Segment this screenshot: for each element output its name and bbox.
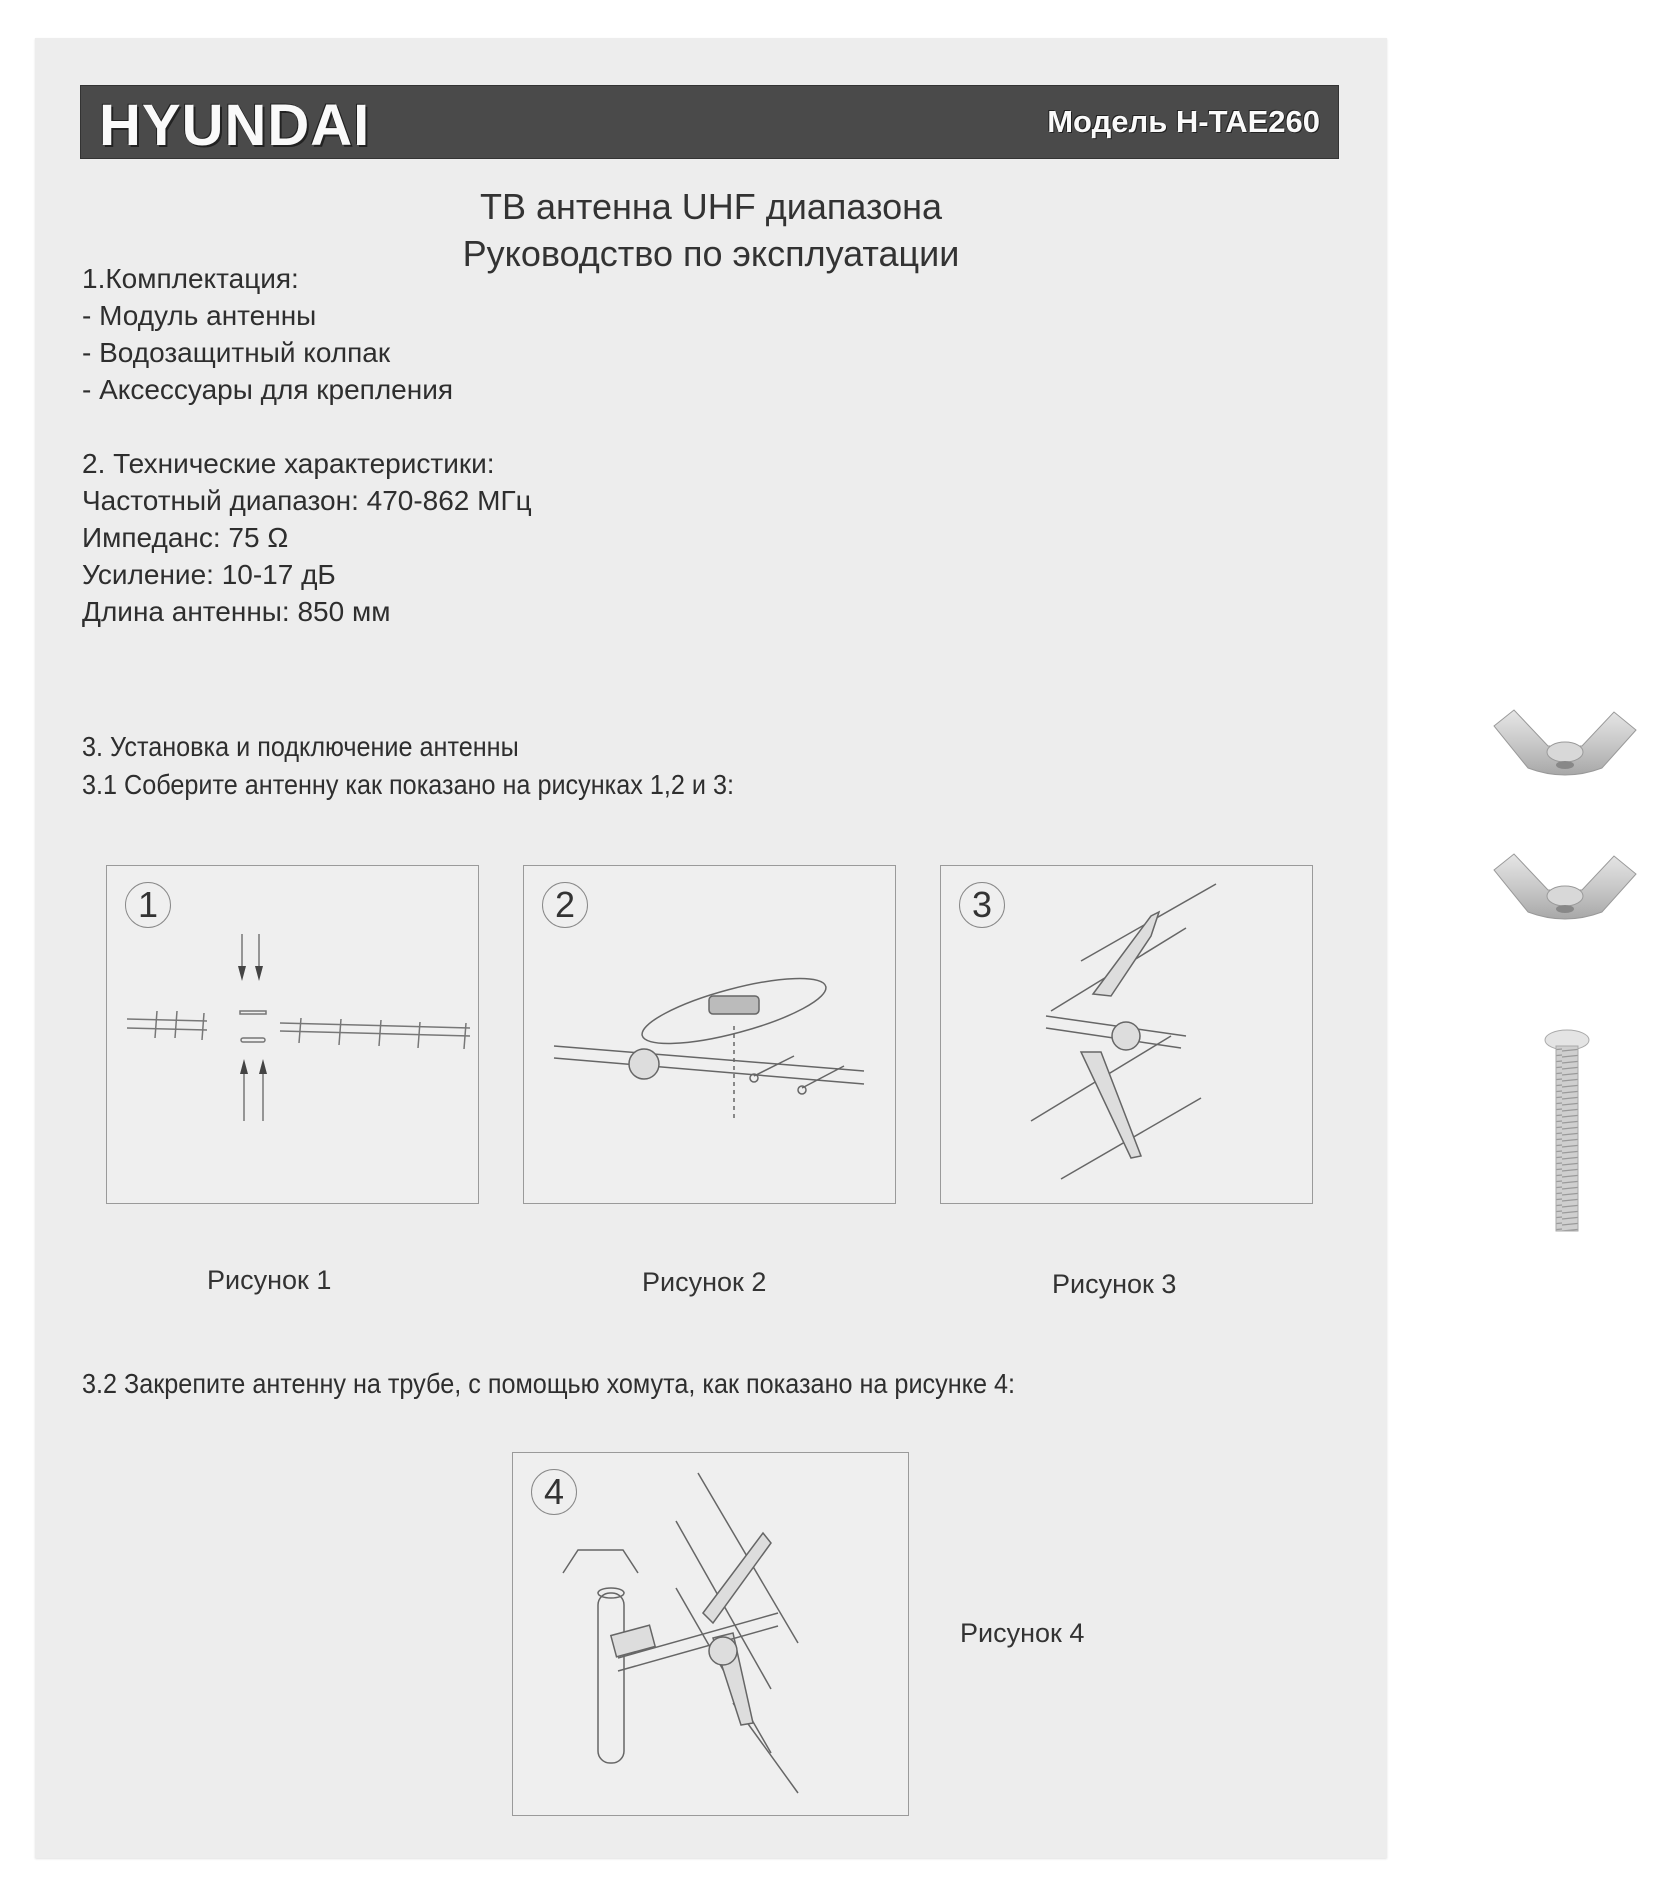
document-subtitle: Руководство по эксплуатации bbox=[462, 233, 960, 274]
wing-nut-icon bbox=[1490, 698, 1640, 776]
figure-3 bbox=[940, 865, 1313, 1204]
model-number: Модель H-TAE260 bbox=[1047, 104, 1320, 139]
header-bar bbox=[80, 85, 1339, 159]
figure-number: 1 bbox=[125, 882, 171, 928]
brand-logo: HYUNDAI bbox=[99, 93, 371, 158]
section2-heading: 2. Технические характеристики: bbox=[82, 448, 495, 479]
figure-4-caption: Рисунок 4 bbox=[960, 1618, 1085, 1648]
kit-item: - Водозащитный колпак bbox=[82, 337, 391, 368]
figure-2 bbox=[523, 865, 896, 1204]
figure-2-caption: Рисунок 2 bbox=[642, 1267, 767, 1297]
figure-number: 3 bbox=[959, 882, 1005, 928]
step-3-2: 3.2 Закрепите антенну на трубе, с помощью хомута, как показано на рисунке 4: bbox=[82, 1368, 1015, 1399]
document-title: ТВ антенна UHF диапазона bbox=[479, 186, 943, 227]
section1-heading: 1.Комплектация: bbox=[82, 263, 299, 294]
instruction-sheet bbox=[35, 38, 1387, 1858]
figure-number: 4 bbox=[531, 1469, 577, 1515]
spec-gain: Усиление: 10-17 дБ bbox=[82, 559, 336, 590]
kit-item: - Модуль антенны bbox=[82, 300, 317, 331]
kit-item: - Аксессуары для крепления bbox=[82, 374, 453, 405]
spec-impedance: Импеданс: 75 Ω bbox=[82, 522, 289, 553]
antenna-dipole-assembly-icon bbox=[524, 866, 895, 1203]
figure-3-caption: Рисунок 3 bbox=[1052, 1269, 1177, 1299]
antenna-pipe-mount-icon bbox=[513, 1453, 908, 1815]
wing-nut-icon bbox=[1490, 842, 1640, 920]
figure-1 bbox=[106, 865, 479, 1204]
figure-4 bbox=[512, 1452, 909, 1816]
figure-1-caption: Рисунок 1 bbox=[207, 1265, 332, 1295]
bolt-icon bbox=[1542, 1028, 1592, 1233]
figure-number: 2 bbox=[542, 882, 588, 928]
spec-frequency: Частотный диапазон: 470-862 МГц bbox=[82, 485, 532, 516]
step-3-1: 3.1 Соберите антенну как показано на рисунках 1,2 и 3: bbox=[82, 769, 734, 800]
spec-length: Длина антенны: 850 мм bbox=[82, 596, 391, 627]
antenna-reflector-assembly-icon bbox=[941, 866, 1312, 1203]
antenna-parts-exploded-icon bbox=[107, 866, 478, 1203]
section3-heading: 3. Установка и подключение антенны bbox=[82, 731, 519, 762]
